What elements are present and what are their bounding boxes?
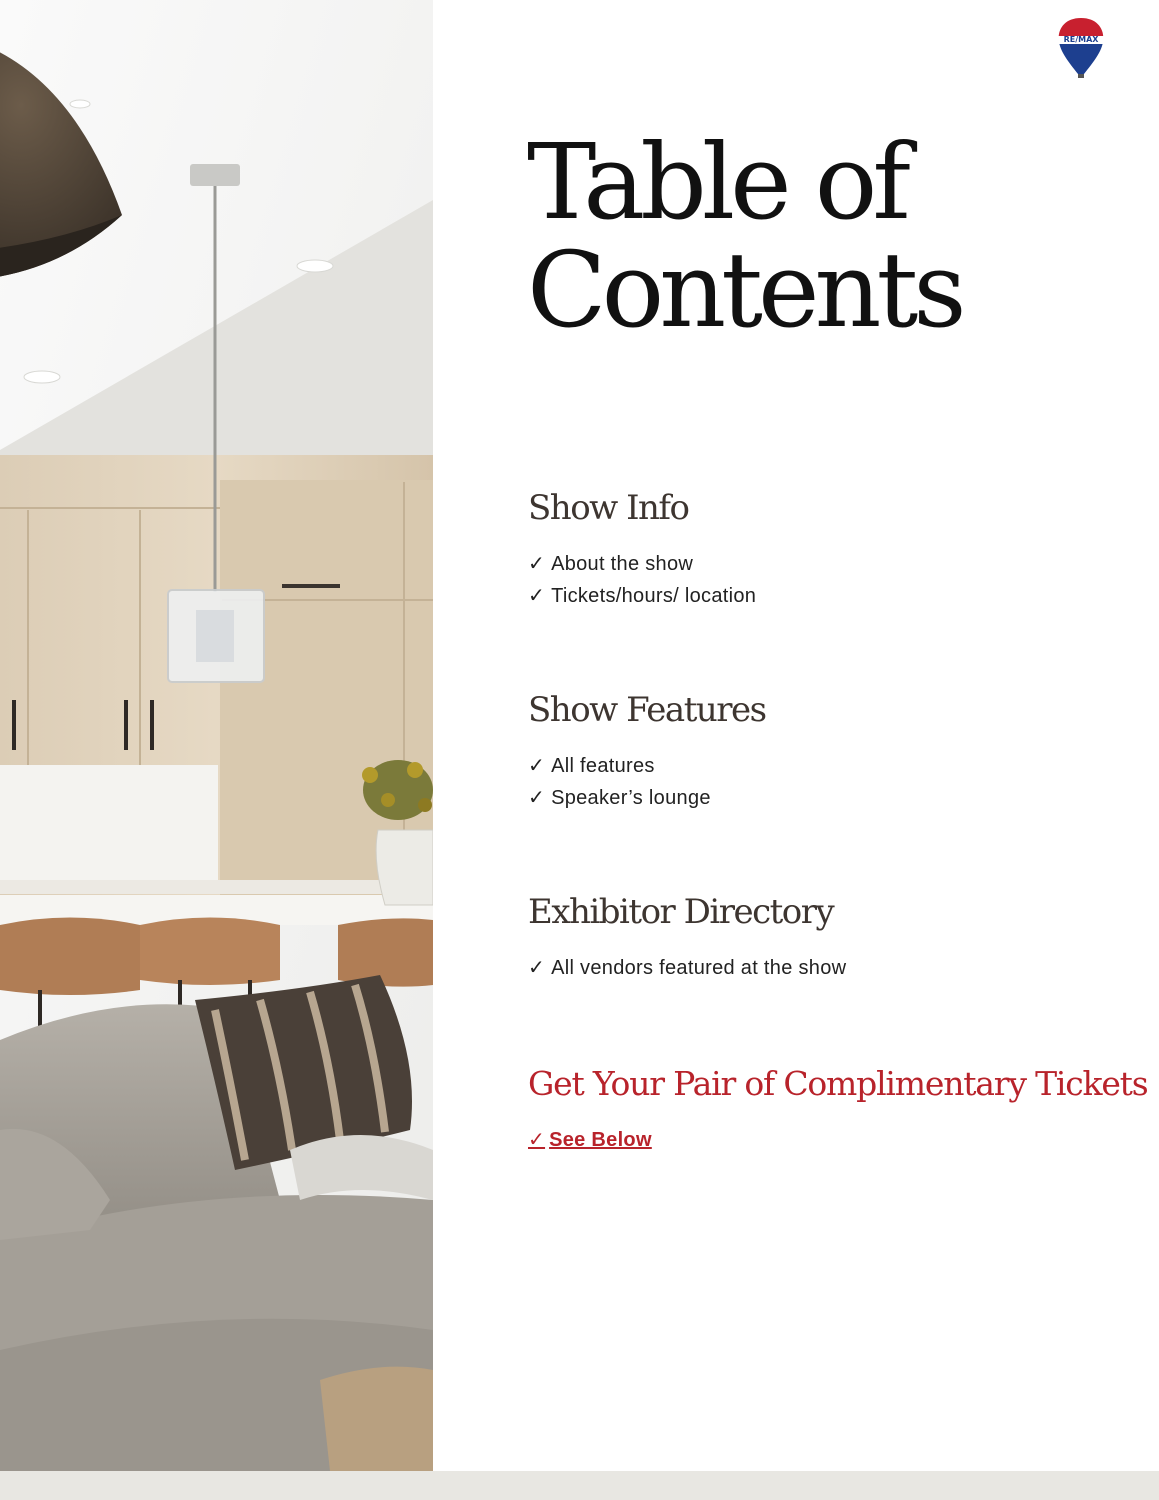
section-heading: Exhibitor Directory: [528, 892, 834, 932]
footer-bar: [0, 1471, 1159, 1500]
page-title-line-2: Contents: [527, 229, 962, 351]
list-item: ✓ All vendors featured at the show: [528, 957, 847, 979]
section-complimentary-tickets: [528, 1062, 1148, 1156]
section-heading: Show Features: [528, 690, 766, 730]
interior-photo: [0, 0, 433, 1471]
check-icon: ✓: [528, 957, 546, 979]
list-item: ✓ Tickets/hours/ location: [528, 585, 757, 607]
list-item: [528, 1124, 1148, 1156]
section-heading: Show Info: [528, 488, 689, 528]
section-list: [528, 548, 1148, 612]
check-icon: ✓: [528, 787, 546, 809]
see-below-link[interactable]: See Below: [549, 1129, 652, 1151]
section-list: [528, 750, 1148, 814]
page-title: [527, 121, 1127, 351]
check-icon: ✓: [528, 553, 546, 575]
section-exhibitor-directory: [528, 890, 1148, 984]
check-icon: ✓: [528, 1129, 546, 1151]
section-list: [528, 1124, 1148, 1156]
page-title-line-1: Table of: [527, 121, 906, 243]
check-icon: ✓: [528, 755, 546, 777]
section-list: [528, 952, 1148, 984]
check-icon: ✓: [528, 585, 546, 607]
section-heading: Get Your Pair of Complimentary Tickets: [528, 1064, 1148, 1103]
section-show-info: [528, 486, 1148, 612]
list-item: ✓ Speaker’s lounge: [528, 787, 711, 809]
svg-text:RE/MAX: RE/MAX: [1063, 35, 1099, 44]
section-show-features: [528, 688, 1148, 814]
remax-logo: [1056, 16, 1106, 80]
list-item: ✓ All features: [528, 755, 655, 777]
list-item: ✓ About the show: [528, 553, 694, 575]
